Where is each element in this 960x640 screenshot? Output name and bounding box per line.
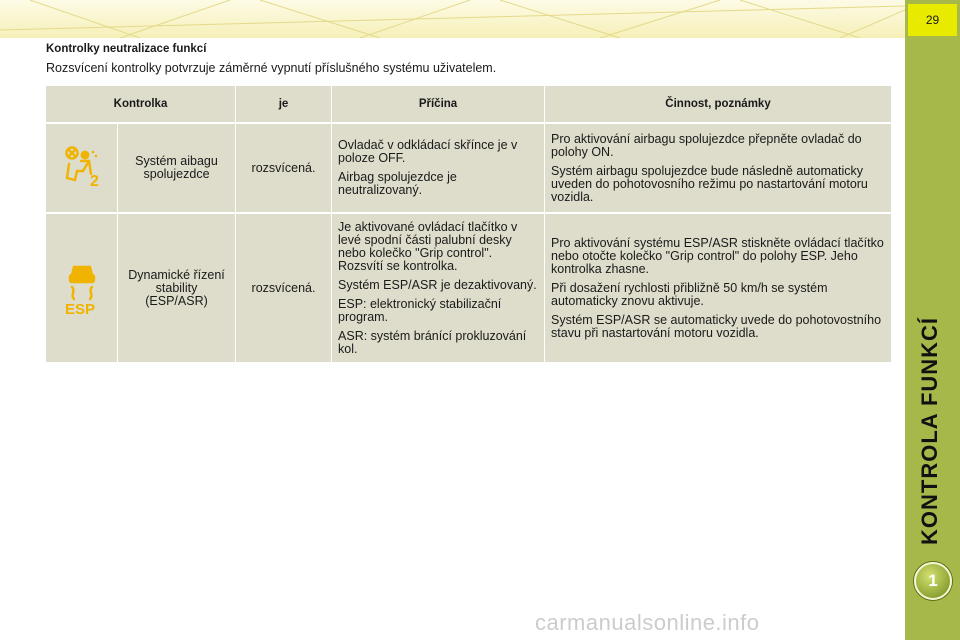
esp-icon-label: ESP (64, 300, 95, 317)
header-pricina: Příčina (332, 86, 545, 124)
cause-text: Ovladač v odkládací skřínce je v poloze OFF. (338, 138, 518, 165)
cause-text: Je aktivované ovládací tlačítko v levé spodní části palubní desky nebo kolečko "Grip control". Rozsvítí se kontrolka. (338, 219, 518, 273)
esp-warning-icon (60, 257, 104, 317)
indicator-name: Systém aibagu spolujezdce (118, 124, 236, 214)
table-header-row (46, 86, 891, 124)
cause-text: ESP: elektronický stabilizační program. (338, 296, 502, 324)
cause-text: Systém ESP/ASR je dezaktivovaný. (338, 277, 537, 292)
watermark: carmanualsonline.info (535, 610, 760, 635)
chapter-badge: 1 (914, 562, 952, 600)
header-decor-band (0, 0, 905, 38)
cause-text: Airbag spolujezdce je neutralizovaný. (338, 170, 457, 197)
header-cinnost: Činnost, poznámky (545, 86, 891, 124)
page-number: 29 (908, 4, 957, 36)
indicator-name: Dynamické řízení stability (ESP/ASR) (118, 214, 236, 364)
note-text: Pro aktivování systému ESP/ASR stiskněte ovládací tlačítko nebo otočte kolečko "Grip control" do polohy ESP. Jeho kontrolka zhasne. (551, 235, 884, 276)
section-title: Kontrolky neutralizace funkcí (46, 43, 207, 55)
note-text: Systém ESP/ASR se automaticky uvede do pohotovostního stavu při nastartování motoru vozidla. (551, 312, 882, 340)
cause-text: ASR: systém bránící prokluzování kol. (338, 328, 527, 356)
note-text: Pro aktivování airbagu spolujezdce přepněte ovladač do polohy ON. (551, 131, 862, 159)
table-row (46, 214, 891, 364)
svg-text:2: 2 (89, 172, 99, 190)
indicator-cell (46, 214, 118, 364)
indicator-table (46, 86, 891, 364)
cause-cell (332, 214, 545, 364)
header-decor-lines (0, 0, 905, 38)
indicator-state: rozsvícená. (236, 124, 332, 214)
note-text: Při dosažení rychlosti přibližně 50 km/h se systém automaticky znovu aktivuje. (551, 280, 828, 308)
table-row (46, 124, 891, 214)
airbag-off-warning-icon (59, 144, 105, 190)
notes-cell (545, 214, 891, 364)
section-intro: Rozsvícení kontrolky potvrzuje záměrné vypnutí příslušného systému uživatelem. (46, 61, 497, 75)
indicator-cell (46, 124, 118, 214)
note-text: Systém airbagu spolujezdce bude následně automaticky uveden do pohotovosního režimu po nastartování motoru vozidla. (551, 163, 868, 204)
header-kontrolka: Kontrolka (46, 86, 236, 124)
header-je: je (236, 86, 332, 124)
cause-cell (332, 124, 545, 214)
chapter-title: KONTROLA FUNKCÍ (917, 316, 942, 545)
indicator-state: rozsvícená. (236, 214, 332, 364)
notes-cell (545, 124, 891, 214)
